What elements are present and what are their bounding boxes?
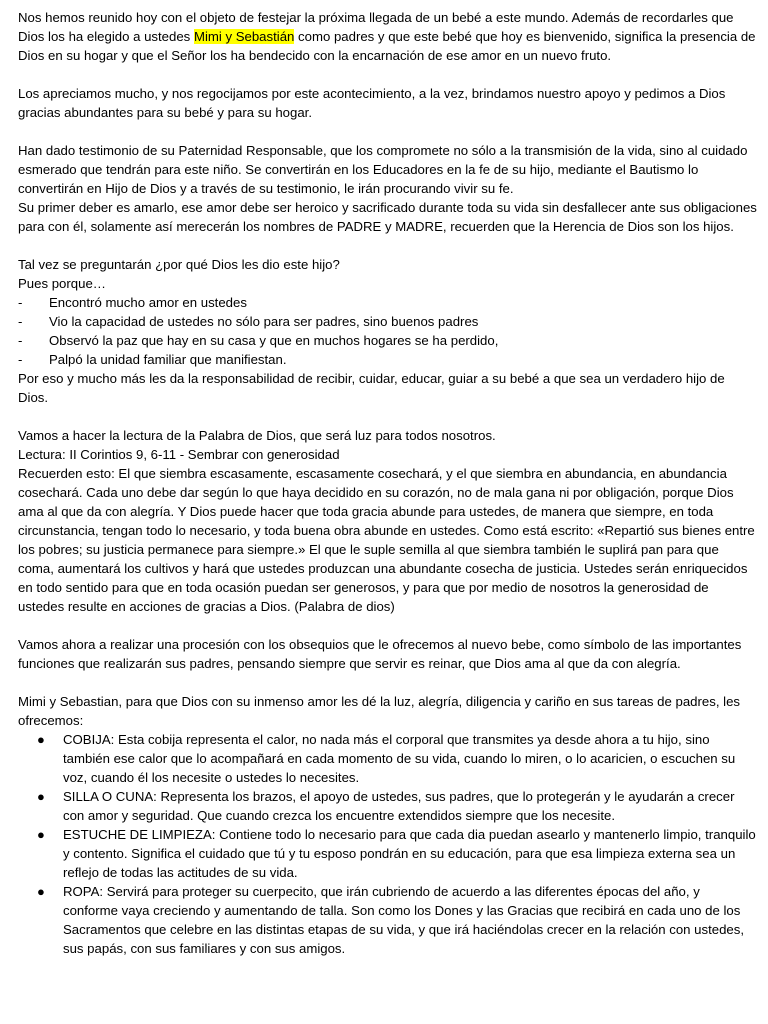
reason-item: - Vio la capacidad de ustedes no sólo para ser padres, sino buenos padres xyxy=(18,312,758,331)
bullet-icon: ● xyxy=(37,827,45,842)
paragraph-gap xyxy=(18,407,758,426)
highlighted-names: Mimi y Sebastián xyxy=(193,29,295,44)
reading-text: Recuerden esto: El que siembra escasamente, escasamente cosechará, y el que siembra en abundancia, en abundancia cosechará. Cada uno debe dar según lo que haya decidido en su corazón, no de mala gana ni por obligación, porque Dios ama al que da con alegría. Y Dios puede hacer que toda gracia abunde para ustedes, de manera que siempre, en toda circunstancia, tengan todo lo necesario, y toda buena obra abunde en ustedes. Como está escrito: «Repartió sus bienes entre los pobres; su justicia permanece para siempre.» El que le suple semilla al que siembra también le suplirá pan para que coma, aumentará los cultivos y hará que ustedes produzcan una abundante cosecha de justicia. Ustedes serán enriquecidos en todo sentido para que en toda ocasión puedan ser generosos, y para que por medio de nosotros la generosidad de ustedes resulte en acciones de gracias a Dios. (Palabra de dios) xyxy=(18,466,755,614)
paragraph-gap xyxy=(18,236,758,255)
intro-text-after: como padres y que este bebé que hoy es bienvenido, significa la presencia de Dios en su hogar y que el Señor los ha bendecido con la encarnación de ese amor en un nuevo fruto. xyxy=(18,29,756,63)
reason-item: - Encontró mucho amor en ustedes xyxy=(18,293,758,312)
gift-item-estuche xyxy=(18,825,758,882)
bullet-icon: ● xyxy=(37,789,45,804)
document-page xyxy=(18,8,758,958)
paragraph-gap xyxy=(18,122,758,141)
paragraph-reading-intro: Vamos a hacer la lectura de la Palabra de Dios, que será luz para todos nosotros. xyxy=(18,428,496,443)
paragraph-first-duty: Su primer deber es amarlo, ese amor debe ser heroico y sacrificado durante toda su vida sin desfallecer ante sus obligaciones para con él, solamente así merecerán los nombres de PADRE y MADRE, recuerden que la Herencia de Dios son los hijos. xyxy=(18,200,757,234)
paragraph-appreciation: Los apreciamos mucho, y nos regocijamos por este acontecimiento, a la vez, brindamos nuestro apoyo y pedimos a Dios gracias abundantes para su bebé y para su hogar. xyxy=(18,86,726,120)
gift-item-ropa xyxy=(18,882,758,958)
intro-text-before: Nos hemos reunido hoy con el objeto de festejar la próxima llegada de un bebé a este mundo. Además de recordarles que Dios los ha elegido a ustedes xyxy=(18,10,734,44)
paragraph-procession: Vamos ahora a realizar una procesión con los obsequios que le ofrecemos al nuevo bebe, como símbolo de las importantes funciones que realizarán sus padres, pensando siempre que servir es reinar, que Dios ama al que da con alegría. xyxy=(18,637,742,671)
paragraph-gap xyxy=(18,673,758,692)
gift-text: ROPA: Servirá para proteger su cuerpecito, que irán cubriendo de acuerdo a las diferentes épocas del año, y conforme vaya creciendo y aumentando de talla. Son como los Dones y las Gracias que recibirá en cada uno de los Sacramentos que celebre en las distintas etapas de su vida, y que irá haciéndolas crecer en la relación con ustedes, sus papás, con sus familiares y con sus amigos. xyxy=(63,884,745,956)
paragraph-gap xyxy=(18,65,758,84)
bullet-icon: ● xyxy=(37,732,45,747)
intro-paragraph xyxy=(18,8,758,65)
reason-item: - Palpó la unidad familiar que manifiestan. xyxy=(18,350,758,369)
reasons-list xyxy=(18,293,758,369)
bullet-icon: ● xyxy=(37,884,45,899)
paragraph-responsibility: Por eso y mucho más les da la responsabilidad de recibir, cuidar, educar, guiar a su bebé a que sea un verdadero hijo de Dios. xyxy=(18,371,725,405)
gift-item-silla xyxy=(18,787,758,825)
paragraph-responsible-parenthood: Han dado testimonio de su Paternidad Responsable, que los compromete no sólo a la transmisión de la vida, sino al cuidado esmerado que tendrán para este niño. Se convertirán en los Educadores en la fe de su hijo, mediante el Bautismo lo convertirán en Hijo de Dios y a través de su testimonio, le irán procurando vivir su fe. xyxy=(18,143,748,196)
pues-porque-line: Pues porque… xyxy=(18,276,106,291)
gift-text: ESTUCHE DE LIMPIEZA: Contiene todo lo necesario para que cada dia puedan asearlo y mantenerlo limpio, tranquilo y contento. Significa el cuidado que tú y tu esposo pondrán en su educación, para que esa limpieza externa sea un reflejo de todas las actitudes de su vida. xyxy=(63,827,756,880)
gift-item-cobija xyxy=(18,730,758,787)
gifts-list xyxy=(18,730,758,958)
paragraph-offering-intro: Mimi y Sebastian, para que Dios con su inmenso amor les dé la luz, alegría, diligencia y cariño en sus tareas de padres, les ofrecemos: xyxy=(18,694,741,728)
reading-reference: Lectura: II Corintios 9, 6-11 - Sembrar con generosidad xyxy=(18,447,340,462)
gift-text: SILLA O CUNA: Representa los brazos, el apoyo de ustedes, sus padres, que lo protegerán y le ayudarán a crecer con amor y seguridad. Que cuando crezca los encuentre extendidos siempre que los necesite. xyxy=(63,789,735,823)
paragraph-gap xyxy=(18,616,758,635)
question-line: Tal vez se preguntarán ¿por qué Dios les dio este hijo? xyxy=(18,257,340,272)
gift-text: COBIJA: Esta cobija representa el calor, no nada más el corporal que transmites ya desde ahora a tu hijo, sino también ese calor que lo acompañará en cada momento de su vida, cuando lo miren, o lo acaricien, o escuchen su voz, cuando él los necesite o ustedes lo necesites. xyxy=(63,732,736,785)
reason-item: - Observó la paz que hay en su casa y que en muchos hogares se ha perdido, xyxy=(18,331,758,350)
